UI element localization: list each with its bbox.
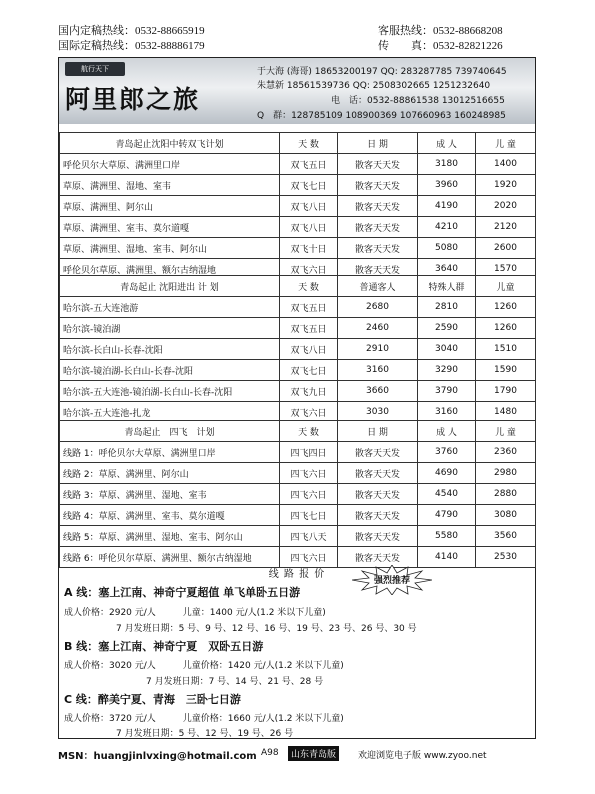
route-cell: 哈尔滨-镜泊湖	[60, 318, 280, 339]
value-cell: 2880	[476, 484, 536, 505]
footer-welcome: 欢迎浏览电子版 www.zyoo.net	[358, 751, 487, 761]
value-cell: 4690	[418, 463, 476, 484]
value-cell: 散客天天发	[338, 505, 418, 526]
line-b-dates: 7 月发班日期：7 号、14 号、21 号、28 号	[146, 677, 324, 687]
value-cell: 3760	[418, 442, 476, 463]
header-cell: 天 数	[280, 421, 338, 442]
value-cell: 1920	[476, 175, 536, 196]
value-cell: 5580	[418, 526, 476, 547]
service-hotline	[378, 22, 503, 38]
value-cell: 1790	[476, 381, 536, 402]
value-cell: 2600	[476, 238, 536, 259]
value-cell: 散客天天发	[338, 196, 418, 217]
header-cell: 日 期	[338, 133, 418, 154]
table-row	[60, 217, 536, 238]
value-cell: 3660	[338, 381, 418, 402]
route-cell: 哈尔滨-长白山-长春-沈阳	[60, 339, 280, 360]
value-cell: 4540	[418, 484, 476, 505]
route-cell: 线路 5：草原、满洲里、湿地、室韦、阿尔山	[60, 526, 280, 547]
header-cell: 天 数	[280, 133, 338, 154]
route-cell: 草原、满洲里、阿尔山	[60, 196, 280, 217]
value-cell: 2590	[418, 318, 476, 339]
route-cell: 草原、满洲里、湿地、室韦	[60, 175, 280, 196]
value-cell: 1400	[476, 154, 536, 175]
value-cell: 散客天天发	[338, 526, 418, 547]
route-cell: 线路 6：呼伦贝尔草原、满洲里、额尔古纳湿地	[60, 547, 280, 568]
table-row	[60, 318, 536, 339]
value-cell: 双飞七日	[280, 175, 338, 196]
value-cell: 散客天天发	[338, 484, 418, 505]
header-cell: 儿 童	[476, 133, 536, 154]
table-header-row	[60, 421, 536, 442]
route-cell: 线路 4：草原、满洲里、室韦、莫尔道嘎	[60, 505, 280, 526]
brand-title: 阿里郎之旅	[65, 85, 201, 114]
table-header-row	[60, 276, 536, 297]
route-cell: 线路 1：呼伦贝尔大草原、满洲里口岸	[60, 442, 280, 463]
value-cell: 散客天天发	[338, 259, 418, 280]
value-cell: 3160	[338, 360, 418, 381]
value-cell: 4210	[418, 217, 476, 238]
header-cell: 天 数	[280, 276, 338, 297]
footer-msn: MSN：huangjinlvxing@hotmail.com	[58, 751, 257, 762]
value-cell: 散客天天发	[338, 442, 418, 463]
line-b-title: B 线：塞上江南、神奇宁夏 双卧五日游	[64, 640, 264, 653]
route-cell: 线路 3：草原、满洲里、湿地、室韦	[60, 484, 280, 505]
header-cell: 儿 童	[476, 421, 536, 442]
value-cell: 四飞六日	[280, 484, 338, 505]
line-c-price: 成人价格：3720 元/人 儿童价格：1660 元/人(1.2 米以下儿童)	[64, 714, 344, 724]
value-cell: 2980	[476, 463, 536, 484]
page-number: A98	[261, 748, 279, 758]
value-cell: 2020	[476, 196, 536, 217]
header-banner	[59, 58, 535, 124]
value-cell: 四飞六日	[280, 547, 338, 568]
contact-phone: 电 话：0532-88861538 13012516655	[331, 96, 505, 106]
edition-badge: 山东青岛版	[288, 746, 339, 761]
line-a-price: 成人价格：2920 元/人 儿童：1400 元/人(1.2 米以下儿童)	[64, 608, 326, 618]
value-cell: 双飞五日	[280, 318, 338, 339]
qq-group: Q 群：128785109 108900369 107660963 160248985	[257, 111, 506, 121]
value-cell: 1260	[476, 297, 536, 318]
table-section3	[59, 420, 536, 568]
value-cell: 2460	[338, 318, 418, 339]
route-cell: 哈尔滨-五大连池-镜泊湖-长白山-长春-沈阳	[60, 381, 280, 402]
domestic-hotline	[58, 22, 205, 38]
table-row	[60, 238, 536, 259]
table-row	[60, 196, 536, 217]
value-cell: 散客天天发	[338, 547, 418, 568]
domestic-hotline-label: 国内定稿热线：	[58, 25, 135, 37]
value-cell: 3180	[418, 154, 476, 175]
value-cell: 3640	[418, 259, 476, 280]
route-cell: 草原、满洲里、室韦、莫尔道嘎	[60, 217, 280, 238]
value-cell: 1570	[476, 259, 536, 280]
table-row	[60, 463, 536, 484]
intl-hotline	[58, 37, 205, 53]
value-cell: 3080	[476, 505, 536, 526]
header-cell: 儿童	[476, 276, 536, 297]
route-cell: 哈尔滨-镜泊湖-长白山-长春-沈阳	[60, 360, 280, 381]
value-cell: 双飞八日	[280, 196, 338, 217]
value-cell: 1590	[476, 360, 536, 381]
header-cell: 日 期	[338, 421, 418, 442]
value-cell: 2360	[476, 442, 536, 463]
route-cell: 线路 2：草原、满洲里、阿尔山	[60, 463, 280, 484]
value-cell: 散客天天发	[338, 154, 418, 175]
recommend-badge: 强烈推荐	[373, 576, 410, 586]
value-cell: 四飞七日	[280, 505, 338, 526]
line-a-title: A 线：塞上江南、神奇宁夏超值 单飞单卧五日游	[64, 586, 301, 599]
fax-line	[378, 37, 503, 53]
table-row	[60, 175, 536, 196]
table-row	[60, 154, 536, 175]
value-cell: 散客天天发	[338, 217, 418, 238]
value-cell: 双飞八日	[280, 217, 338, 238]
header-cell: 成 人	[418, 133, 476, 154]
table-row	[60, 505, 536, 526]
route-cell: 哈尔滨-五大连池游	[60, 297, 280, 318]
header-cell: 普通客人	[338, 276, 418, 297]
table-section2	[59, 275, 536, 423]
header-cell: 青岛起止沈阳中转双飞计划	[60, 133, 280, 154]
value-cell: 4790	[418, 505, 476, 526]
value-cell: 散客天天发	[338, 238, 418, 259]
value-cell: 5080	[418, 238, 476, 259]
value-cell: 3560	[476, 526, 536, 547]
value-cell: 3160	[418, 402, 476, 423]
value-cell: 双飞六日	[280, 259, 338, 280]
value-cell: 双飞七日	[280, 360, 338, 381]
value-cell: 1260	[476, 318, 536, 339]
value-cell: 四飞八天	[280, 526, 338, 547]
table-row	[60, 381, 536, 402]
value-cell: 双飞五日	[280, 297, 338, 318]
line-a-dates: 7 月发班日期：5 号、9 号、12 号、16 号、19 号、23 号、26 号、30 号	[116, 624, 417, 634]
value-cell: 散客天天发	[338, 463, 418, 484]
value-cell: 2910	[338, 339, 418, 360]
value-cell: 3040	[418, 339, 476, 360]
value-cell: 双飞六日	[280, 402, 338, 423]
header-cell: 青岛起止 四飞 计划	[60, 421, 280, 442]
value-cell: 双飞十日	[280, 238, 338, 259]
route-cell: 草原、满洲里、湿地、室韦、阿尔山	[60, 238, 280, 259]
value-cell: 四飞六日	[280, 463, 338, 484]
table-row	[60, 339, 536, 360]
fax-number: 0532-82821226	[433, 40, 503, 52]
value-cell: 4140	[418, 547, 476, 568]
table-row	[60, 484, 536, 505]
domestic-hotline-number: 0532-88665919	[135, 25, 205, 37]
header-cell: 成 人	[418, 421, 476, 442]
table-row	[60, 297, 536, 318]
value-cell: 2680	[338, 297, 418, 318]
intl-hotline-label: 国际定稿热线：	[58, 40, 135, 52]
service-hotline-label: 客服热线：	[378, 25, 433, 37]
service-hotline-number: 0532-88668208	[433, 25, 503, 37]
value-cell: 3030	[338, 402, 418, 423]
value-cell: 1510	[476, 339, 536, 360]
value-cell: 3960	[418, 175, 476, 196]
line-b-price: 成人价格：3020 元/人 儿童价格：1420 元/人(1.2 米以下儿童)	[64, 661, 344, 671]
header-cell: 青岛起止 沈阳进出 计 划	[60, 276, 280, 297]
value-cell: 双飞九日	[280, 381, 338, 402]
route-cell: 呼伦贝尔大草原、满洲里口岸	[60, 154, 280, 175]
fax-label: 传 真：	[378, 40, 433, 52]
value-cell: 双飞五日	[280, 154, 338, 175]
line-c-title: C 线：醉美宁夏、青海 三卧七日游	[64, 693, 241, 706]
value-cell: 3790	[418, 381, 476, 402]
contact-line-2: 朱慧新 18561539736 QQ: 2508302665 1251232640	[257, 81, 491, 91]
value-cell: 1480	[476, 402, 536, 423]
value-cell: 双飞八日	[280, 339, 338, 360]
contact-line-1: 于大海 (海哥) 18653200197 QQ: 283287785 739740645	[257, 67, 507, 77]
value-cell: 四飞四日	[280, 442, 338, 463]
value-cell: 2120	[476, 217, 536, 238]
value-cell: 3290	[418, 360, 476, 381]
table-row	[60, 360, 536, 381]
value-cell: 2810	[418, 297, 476, 318]
value-cell: 4190	[418, 196, 476, 217]
table-row	[60, 526, 536, 547]
quote-title: 线 路 报 价	[268, 569, 326, 580]
table-section1	[59, 132, 536, 280]
logo: 航行天下	[65, 62, 125, 76]
header-cell: 特殊人群	[418, 276, 476, 297]
route-cell: 哈尔滨-五大连池-扎龙	[60, 402, 280, 423]
value-cell: 散客天天发	[338, 175, 418, 196]
line-c-dates: 7 月发班日期：5 号、12 号、19 号、26 号	[116, 729, 294, 739]
value-cell: 2530	[476, 547, 536, 568]
intl-hotline-number: 0532-88886179	[135, 40, 205, 52]
table-row	[60, 442, 536, 463]
route-cell: 呼伦贝尔草原、满洲里、额尔古纳湿地	[60, 259, 280, 280]
table-header-row	[60, 133, 536, 154]
